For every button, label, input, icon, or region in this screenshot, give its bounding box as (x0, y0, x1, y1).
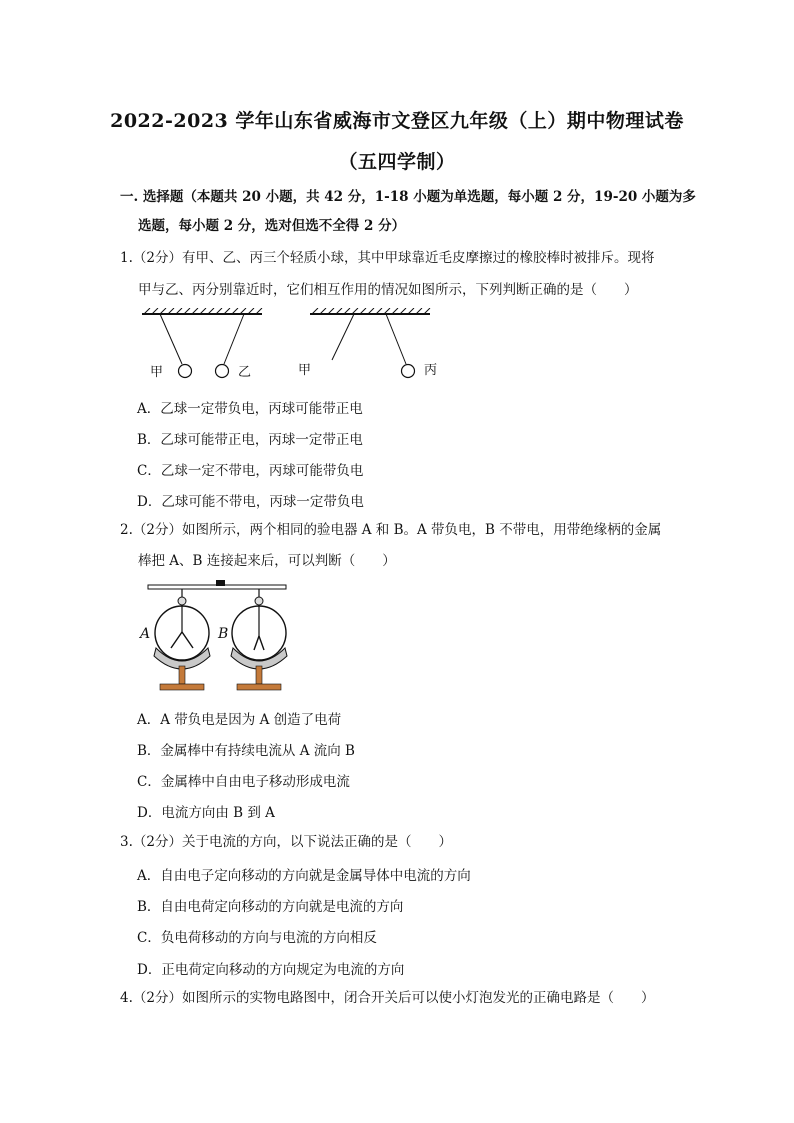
q3-option-d: D．正电荷定向移动的方向规定为电流的方向 (137, 962, 405, 978)
q2-option-c: C．金属棒中自由电子移动形成电流 (137, 774, 350, 790)
q3-option-b: B．自由电荷定向移动的方向就是电流的方向 (137, 899, 404, 915)
q2-stem-line1: 2.（2分）如图所示，两个相同的验电器 A 和 B。A 带负电，B 不带电，用带绝缘柄的金属 (120, 522, 662, 538)
q2-label-b: B (218, 626, 229, 642)
q1-stem-line2: 甲与乙、丙分别靠近时，它们相互作用的情况如图所示，下列判断正确的是（ ） (138, 282, 638, 298)
q1-thread-jia-left (160, 314, 182, 364)
q3-option-a: A．自由电子定向移动的方向就是金属导体中电流的方向 (137, 868, 471, 884)
q1-label-yi: 乙 (238, 365, 252, 380)
q2-option-a: A．A 带负电是因为 A 创造了电荷 (137, 712, 342, 728)
q1-stem-line1: 1.（2分）有甲、乙、丙三个轻质小球，其中甲球靠近毛皮摩擦过的橡胶棒时被排斥。现将 (120, 250, 655, 266)
q1-figure-suspended-balls (140, 308, 440, 388)
q4-stem: 4.（2分）如图所示的实物电路图中，闭合开关后可以使小灯泡发光的正确电路是（ ） (120, 990, 655, 1006)
q3-option-c: C．负电荷移动的方向与电流的方向相反 (137, 930, 377, 946)
q2-figure-electroscopes (138, 578, 298, 694)
q2-option-b: B．金属棒中有持续电流从 A 流向 B (137, 743, 355, 759)
exam-subtitle: （五四学制） (338, 151, 456, 173)
q1-support-right (310, 308, 430, 314)
q2-option-d: D．电流方向由 B 到 A (137, 805, 275, 821)
q1-label-jia-left: 甲 (150, 365, 164, 380)
exam-title: 2022-2023 学年山东省威海市文登区九年级（上）期中物理试卷 (110, 110, 684, 132)
section-header-line2: 选题，每小题 2 分，选对但选不全得 2 分） (138, 218, 406, 234)
q1-ball-yi (216, 365, 229, 378)
q1-label-bing: 丙 (424, 363, 438, 378)
q1-option-c: C．乙球一定不带电，丙球可能带负电 (137, 463, 364, 479)
q1-ball-jia-left (179, 365, 192, 378)
q2-electroscope-a (154, 589, 210, 690)
q1-option-d: D．乙球可能不带电，丙球一定带负电 (137, 494, 364, 510)
q2-label-a: A (140, 626, 151, 642)
section-header-line1: 一. 选择题（本题共 20 小题，共 42 分，1-18 小题为单选题，每小题 2 分，19-20 小题为多 (120, 189, 696, 205)
q1-thread-jia-right (332, 314, 354, 360)
q1-thread-yi (224, 314, 244, 364)
q1-thread-bing (386, 314, 406, 364)
q2-insulated-handle (216, 580, 225, 586)
q1-option-a: A．乙球一定带负电，丙球可能带正电 (137, 401, 363, 417)
q1-label-jia-right: 甲 (298, 363, 312, 378)
q1-support-left (142, 308, 262, 314)
q3-stem: 3.（2分）关于电流的方向，以下说法正确的是（ ） (120, 834, 452, 850)
q2-electroscope-b (231, 589, 287, 690)
q1-option-b: B．乙球可能带正电，丙球一定带正电 (137, 432, 363, 448)
q2-stem-line2: 棒把 A、B 连接起来后，可以判断（ ） (138, 553, 396, 569)
q1-ball-bing (402, 365, 415, 378)
